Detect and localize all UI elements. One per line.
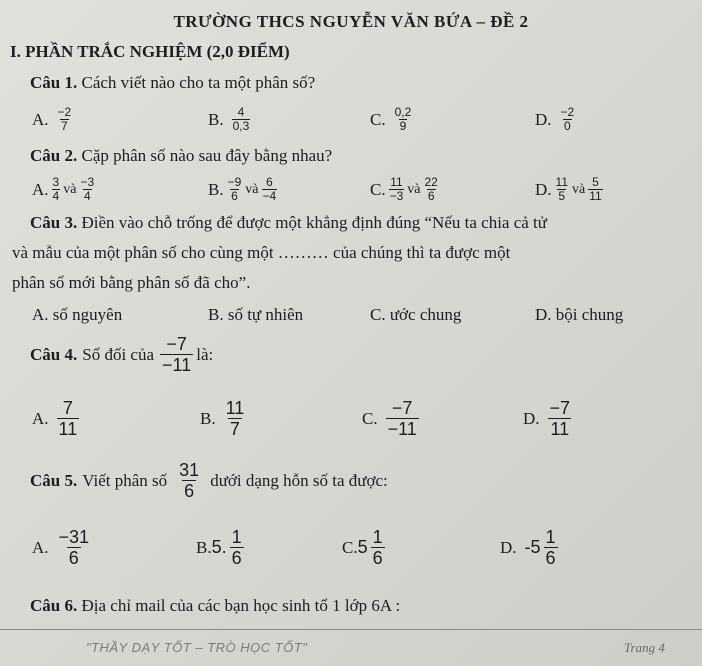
- question-text: Cặp phân số nào sau đây bằng nhau?: [81, 146, 333, 165]
- question-label: Câu 6.: [30, 596, 78, 615]
- fraction: $\frac{-2}{7}$: [57, 105, 72, 133]
- mixed-integer: 5: [357, 537, 368, 557]
- question-3-line-2: và mẫu của một phân số cho cùng một ……… của chúng thì ta được một: [12, 243, 511, 262]
- question-text: Số đối của: [82, 344, 155, 364]
- q5-option-a[interactable]: [32, 527, 94, 568]
- q2-option-d[interactable]: [535, 176, 606, 203]
- question-text-after: dưới dạng hỗn số ta được:: [210, 470, 388, 490]
- question-text-after: là:: [196, 344, 214, 364]
- q4-option-c[interactable]: [362, 398, 422, 439]
- fraction: $\frac{1}{6}$: [231, 527, 242, 568]
- joiner: và: [245, 181, 259, 197]
- question-label: Câu 5.: [30, 470, 78, 490]
- q1-option-b[interactable]: [208, 106, 253, 133]
- option-letter: D.: [523, 408, 540, 428]
- q2-option-a[interactable]: [32, 176, 98, 203]
- fraction: $\frac{1}{6}$: [372, 527, 383, 568]
- option-letter: C.: [362, 408, 378, 428]
- option-letter: D.: [535, 179, 552, 199]
- fraction: $\frac{11}{5}$: [555, 175, 568, 203]
- fraction: $\frac{-3}{4}$: [80, 175, 95, 203]
- fraction: $\frac{6}{-4}$: [262, 175, 277, 203]
- option-letter: D.: [500, 537, 517, 557]
- option-letter: C.: [370, 109, 386, 129]
- option-letter: B.: [196, 537, 212, 557]
- page-number: Trang 4: [624, 640, 665, 655]
- question-6: [30, 596, 400, 616]
- q2-option-b[interactable]: [208, 176, 280, 203]
- question-text: Địa chỉ mail của các bạn học sinh tổ 1 lớp 6A :: [81, 596, 401, 615]
- question-label: Câu 1.: [30, 73, 78, 92]
- q4-option-d[interactable]: [523, 398, 575, 439]
- exam-title: TRƯỜNG THCS NGUYỄN VĂN BỨA – ĐỀ 2: [173, 12, 529, 31]
- section-heading: I. PHẦN TRẮC NGHIỆM (2,0 ĐIỂM): [10, 42, 290, 61]
- option-letter: B.: [200, 408, 216, 428]
- fraction: $\frac{-7}{11}$: [549, 398, 571, 439]
- question-3: [30, 213, 547, 233]
- question-5: [30, 460, 388, 501]
- q2-option-c[interactable]: [370, 176, 442, 203]
- fraction: $\frac{-7}{-11}$: [162, 334, 192, 375]
- question-text-line-1: Điền vào chỗ trống để được một khẳng định đúng “Nếu ta chia cả tử: [81, 213, 547, 232]
- option-letter: A.: [32, 179, 49, 199]
- joiner: và: [407, 181, 421, 197]
- fraction: $\frac{11}{7}$: [225, 398, 245, 439]
- fraction: $\frac{5}{11}$: [589, 175, 602, 203]
- q3-option-a[interactable]: A. số nguyên: [32, 305, 123, 324]
- mixed-integer: 5.: [211, 537, 227, 557]
- fraction: $\frac{7}{11}$: [58, 398, 78, 439]
- question-4: [30, 334, 213, 375]
- fraction: $\frac{0,2}{9}$: [394, 105, 412, 133]
- question-3-line-3: phân số mới bằng phân số đã cho”.: [12, 273, 251, 292]
- q5-option-d[interactable]: [500, 527, 561, 568]
- fraction: $\frac{-7}{-11}$: [387, 398, 417, 439]
- question-2: [30, 146, 332, 166]
- fraction: $\frac{3}{4}$: [52, 175, 60, 203]
- footer-motto: "THẦY DẠY TỐT – TRÒ HỌC TỐT": [86, 640, 308, 655]
- option-letter: C.: [370, 179, 386, 199]
- q5-option-c[interactable]: [342, 527, 388, 568]
- question-label: Câu 3.: [30, 213, 78, 232]
- option-letter: A.: [32, 408, 49, 428]
- q3-option-d[interactable]: D. bội chung: [535, 305, 624, 324]
- q1-option-a[interactable]: [32, 106, 75, 133]
- question-label: Câu 2.: [30, 146, 78, 165]
- question-text: Cách viết nào cho ta một phân số?: [81, 73, 316, 92]
- fraction: $\frac{11}{-3}$: [389, 175, 404, 203]
- fraction: $\frac{31}{6}$: [179, 460, 200, 501]
- q5-option-b[interactable]: [196, 527, 247, 568]
- q3-option-b[interactable]: B. số tự nhiên: [208, 305, 304, 324]
- option-letter: C.: [342, 537, 358, 557]
- fraction: $\frac{-31}{6}$: [58, 527, 90, 568]
- fraction: $\frac{1}{6}$: [545, 527, 556, 568]
- question-1: [30, 73, 315, 93]
- joiner: và: [63, 181, 77, 197]
- option-letter: A.: [32, 109, 49, 129]
- fraction: $\frac{-2}{0}$: [560, 105, 575, 133]
- option-letter: B.: [208, 179, 224, 199]
- question-label: Câu 4.: [30, 344, 78, 364]
- q3-option-c[interactable]: C. ước chung: [370, 305, 462, 324]
- mixed-integer: -5: [524, 537, 541, 557]
- q1-option-d[interactable]: [535, 106, 578, 133]
- fraction: $\frac{-9}{6}$: [227, 175, 242, 203]
- q4-option-b[interactable]: [200, 398, 249, 439]
- question-text: Viết phân số: [82, 470, 168, 490]
- option-letter: A.: [32, 537, 49, 557]
- fraction: $\frac{22}{6}$: [424, 175, 438, 203]
- fraction: $\frac{4}{0,3}$: [232, 105, 250, 133]
- q4-option-a[interactable]: [32, 398, 82, 439]
- option-letter: B.: [208, 109, 224, 129]
- option-letter: D.: [535, 109, 552, 129]
- joiner: và: [572, 181, 586, 197]
- footer-divider: [0, 629, 702, 630]
- q1-option-c[interactable]: [370, 106, 415, 133]
